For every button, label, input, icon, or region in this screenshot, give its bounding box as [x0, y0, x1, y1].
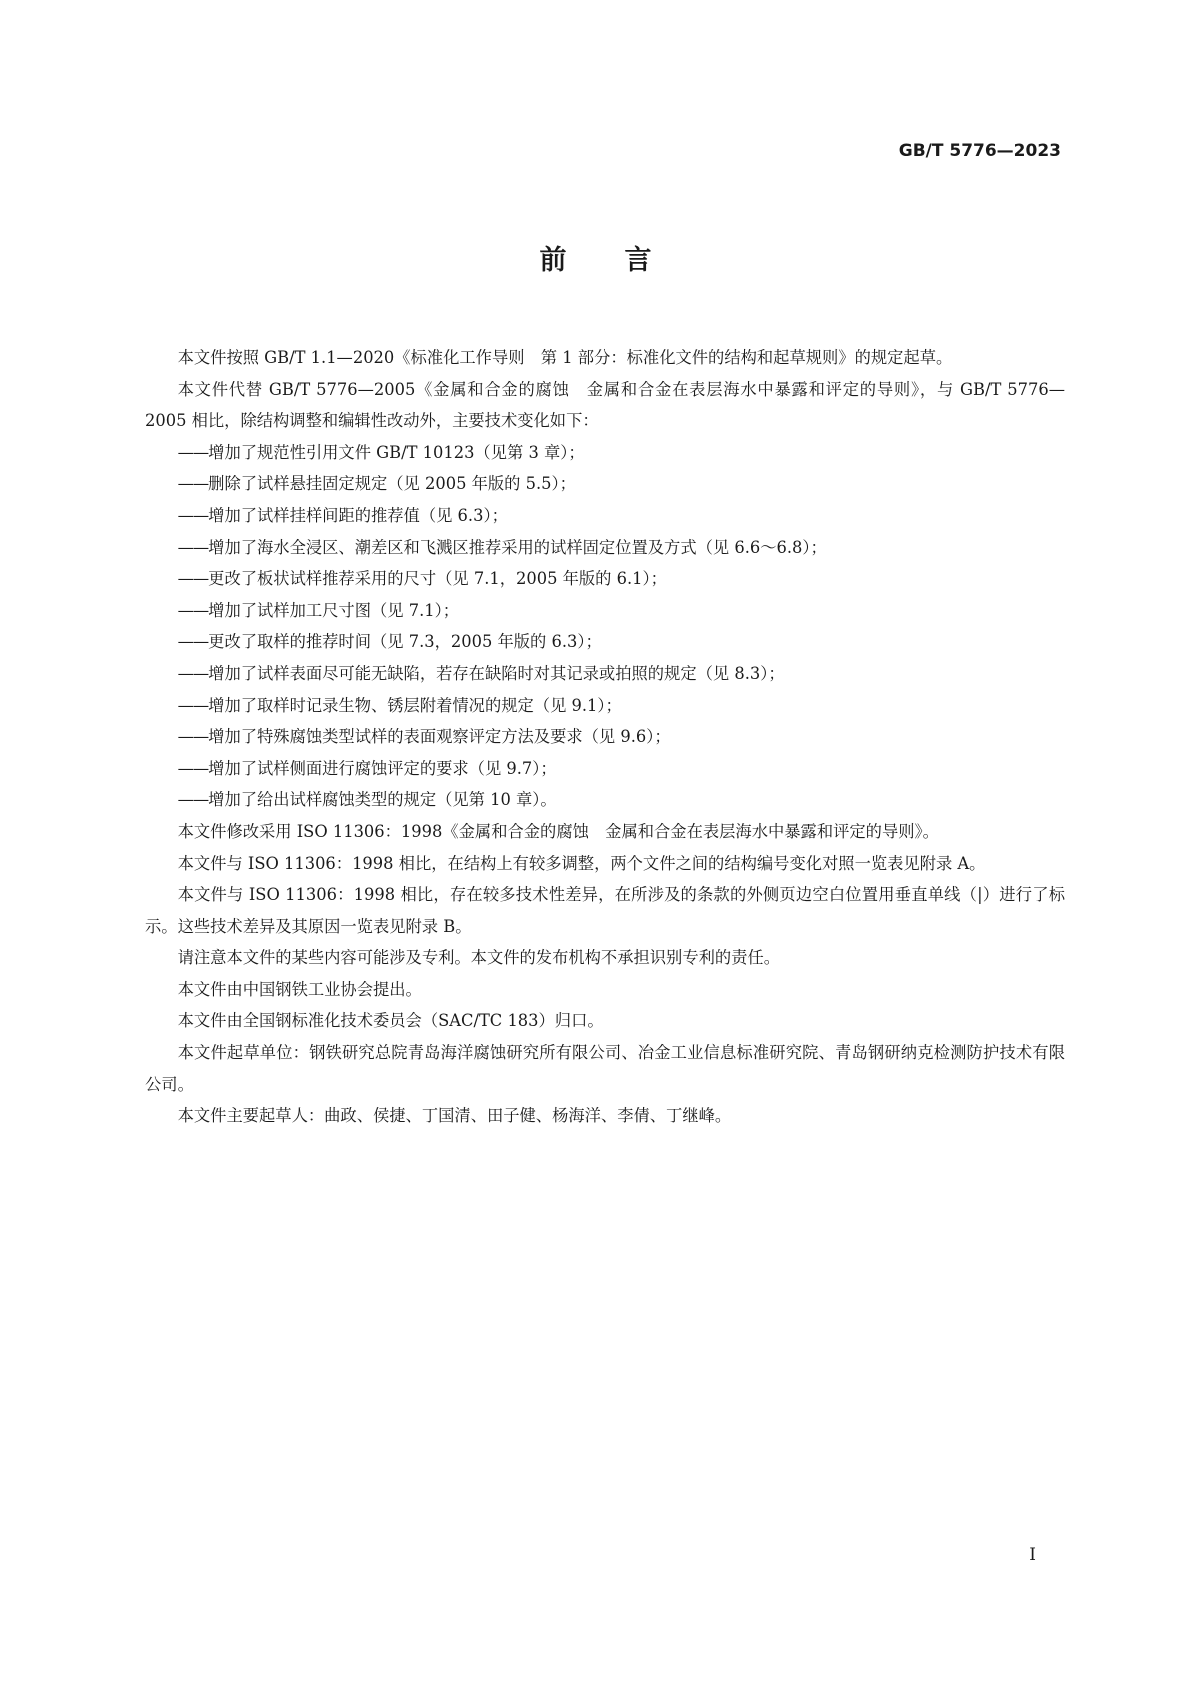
- dash-marker: ——: [177, 600, 209, 620]
- paragraph: 本文件由全国钢标准化技术委员会（SAC/TC 183）归口。: [177, 1011, 604, 1031]
- changes-list: [145, 437, 1065, 816]
- list-item-text: 增加了试样挂样间距的推荐值（见 6.3）；: [208, 505, 508, 525]
- dash-marker: ——: [177, 790, 209, 810]
- paragraph: 本文件与 ISO 11306：1998 相比，存在较多技术性差异，在所涉及的条款的外侧页边空白位置用垂直单线（|）进行了标示。这些技术差异及其原因一览表见附录 B。: [145, 885, 1065, 936]
- paragraph: 本文件由中国钢铁工业协会提出。: [177, 979, 422, 999]
- page-number: I: [1029, 1545, 1036, 1565]
- list-item-text: 增加了取样时记录生物、锈层附着情况的规定（见 9.1）；: [208, 695, 622, 715]
- dash-marker: ——: [177, 474, 209, 494]
- paragraph: 本文件起草单位：钢铁研究总院青岛海洋腐蚀研究所有限公司、冶金工业信息标准研究院、青岛钢研纳克检测防护技术有限公司。: [145, 1043, 1065, 1094]
- dash-marker: ——: [177, 663, 209, 683]
- list-item-text: 更改了板状试样推荐采用的尺寸（见 7.1，2005 年版的 6.1）；: [208, 569, 667, 589]
- list-item-text: 删除了试样悬挂固定规定（见 2005 年版的 5.5）；: [208, 474, 576, 494]
- dash-marker: ——: [177, 758, 209, 778]
- paragraph: 本文件主要起草人：曲政、侯捷、丁国清、田子健、杨海洋、李倩、丁继峰。: [177, 1106, 732, 1126]
- paragraph: 本文件修改采用 ISO 11306：1998《金属和合金的腐蚀 金属和合金在表层海水中暴露和评定的导则》。: [177, 821, 939, 841]
- dash-marker: ——: [177, 442, 209, 462]
- list-item-text: 增加了规范性引用文件 GB/T 10123（见第 3 章）；: [208, 442, 585, 462]
- page-title: 前言: [539, 245, 710, 276]
- list-item-text: 增加了给出试样腐蚀类型的规定（见第 10 章）。: [208, 790, 557, 810]
- list-item-text: 更改了取样的推荐时间（见 7.3，2005 年版的 6.3）；: [208, 632, 602, 652]
- preface-body: [145, 342, 1065, 1132]
- list-item: [145, 468, 1065, 500]
- list-item: [145, 721, 1065, 753]
- paragraph: 本文件与 ISO 11306：1998 相比，在结构上有较多调整，两个文件之间的结构编号变化对照一览表见附录 A。: [177, 853, 986, 873]
- dash-marker: ——: [177, 695, 209, 715]
- list-item-text: 增加了海水全浸区、潮差区和飞溅区推荐采用的试样固定位置及方式（见 6.6～6.8）；: [208, 537, 827, 557]
- paragraph: 本文件按照 GB/T 1.1—2020《标准化工作导则 第 1 部分：标准化文件的结构和起草规则》的规定起草。: [177, 348, 953, 367]
- list-item: [145, 784, 1065, 816]
- list-item: [145, 532, 1065, 564]
- standard-number: GB/T 5776—2023: [898, 141, 1061, 161]
- list-item-text: 增加了试样侧面进行腐蚀评定的要求（见 9.7）；: [208, 758, 557, 778]
- dash-marker: ——: [177, 727, 209, 747]
- paragraph: 本文件代替 GB/T 5776—2005《金属和合金的腐蚀 金属和合金在表层海水中暴露和评定的导则》，与 GB/T 5776—2005 相比，除结构调整和编辑性改动外，主要技术变化如下：: [145, 379, 1065, 431]
- dash-marker: ——: [177, 569, 209, 589]
- list-item: [145, 626, 1065, 658]
- list-item-text: 增加了试样加工尺寸图（见 7.1）；: [208, 600, 460, 620]
- dash-marker: ——: [177, 537, 209, 557]
- list-item: [145, 563, 1065, 595]
- list-item-text: 增加了试样表面尽可能无缺陷，若存在缺陷时对其记录或拍照的规定（见 8.3）；: [208, 663, 785, 683]
- paragraph: 请注意本文件的某些内容可能涉及专利。本文件的发布机构不承担识别专利的责任。: [177, 948, 781, 968]
- list-item: [145, 595, 1065, 627]
- dash-marker: ——: [177, 632, 209, 652]
- list-item: [145, 500, 1065, 532]
- list-item: [145, 437, 1065, 469]
- list-item-text: 增加了特殊腐蚀类型试样的表面观察评定方法及要求（见 9.6）；: [208, 727, 671, 747]
- list-item: [145, 658, 1065, 690]
- list-item: [145, 753, 1065, 785]
- list-item: [145, 690, 1065, 722]
- dash-marker: ——: [177, 505, 209, 525]
